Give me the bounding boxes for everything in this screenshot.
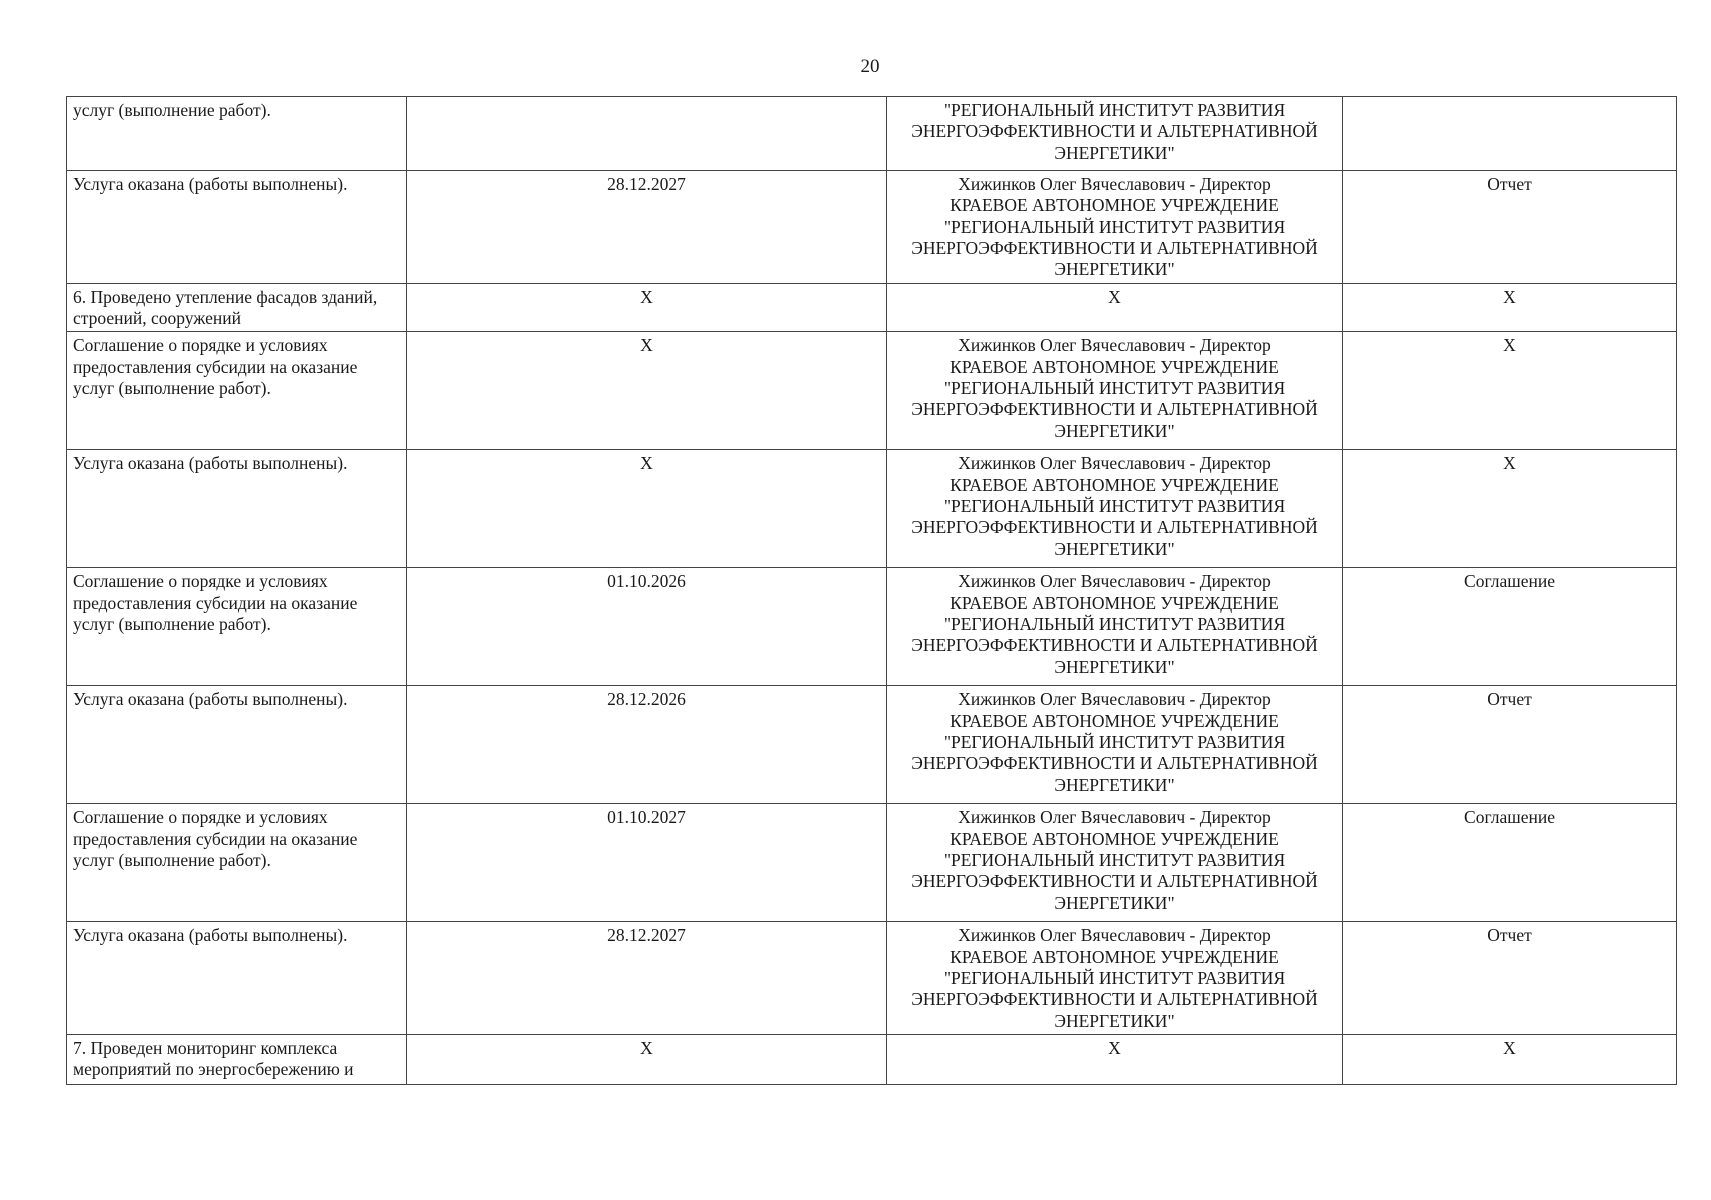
responsible-cell bbox=[887, 283, 1343, 332]
table-row bbox=[67, 1035, 1677, 1085]
responsible-text: "РЕГИОНАЛЬНЫЙ ИНСТИТУТ РАЗВИТИЯ ЭНЕРГОЭФФЕКТИВНОСТИ И АЛЬТЕРНАТИВНОЙ ЭНЕРГЕТИКИ" bbox=[911, 100, 1318, 163]
date-text: X bbox=[640, 1038, 653, 1059]
responsible-cell bbox=[887, 171, 1343, 284]
table-row bbox=[67, 97, 1677, 171]
date-text: X bbox=[640, 453, 653, 474]
document-cell bbox=[1343, 686, 1677, 804]
date-cell bbox=[407, 332, 887, 450]
document-cell bbox=[1343, 283, 1677, 332]
date-cell bbox=[407, 568, 887, 686]
responsible-text: Хижинков Олег Вячеславович - Директор КРАЕВОЕ АВТОНОМНОЕ УЧРЕЖДЕНИЕ "РЕГИОНАЛЬНЫЙ ИНСТИТУТ РАЗВИТИЯ ЭНЕРГОЭФФЕКТИВНОСТИ И АЛЬТЕРНАТИВНОЙ ЭНЕРГЕТИКИ" bbox=[911, 453, 1318, 559]
schedule-table bbox=[66, 96, 1677, 1085]
table-row bbox=[67, 171, 1677, 284]
responsible-cell bbox=[887, 804, 1343, 922]
event-cell bbox=[67, 97, 407, 171]
event-text: Услуга оказана (работы выполнены). bbox=[73, 174, 348, 194]
table-row bbox=[67, 332, 1677, 450]
page-number: 20 bbox=[860, 56, 880, 77]
responsible-text: Хижинков Олег Вячеславович - Директор КРАЕВОЕ АВТОНОМНОЕ УЧРЕЖДЕНИЕ "РЕГИОНАЛЬНЫЙ ИНСТИТУТ РАЗВИТИЯ ЭНЕРГОЭФФЕКТИВНОСТИ И АЛЬТЕРНАТИВНОЙ ЭНЕРГЕТИКИ" bbox=[911, 689, 1318, 795]
responsible-cell bbox=[887, 686, 1343, 804]
event-text: Услуга оказана (работы выполнены). bbox=[73, 925, 348, 946]
date-cell bbox=[407, 450, 887, 568]
document-text: Соглашение bbox=[1464, 807, 1555, 828]
date-text: 28.12.2027 bbox=[607, 174, 686, 194]
date-text: 28.12.2027 bbox=[607, 925, 686, 946]
responsible-text: Хижинков Олег Вячеславович - Директор КРАЕВОЕ АВТОНОМНОЕ УЧРЕЖДЕНИЕ "РЕГИОНАЛЬНЫЙ ИНСТИТУТ РАЗВИТИЯ ЭНЕРГОЭФФЕКТИВНОСТИ И АЛЬТЕРНАТИВНОЙ ЭНЕРГЕТИКИ" bbox=[911, 174, 1318, 280]
document-cell bbox=[1343, 450, 1677, 568]
table-row bbox=[67, 568, 1677, 686]
responsible-text: Хижинков Олег Вячеславович - Директор КРАЕВОЕ АВТОНОМНОЕ УЧРЕЖДЕНИЕ "РЕГИОНАЛЬНЫЙ ИНСТИТУТ РАЗВИТИЯ ЭНЕРГОЭФФЕКТИВНОСТИ И АЛЬТЕРНАТИВНОЙ ЭНЕРГЕТИКИ" bbox=[911, 807, 1318, 913]
event-text: Соглашение о порядке и условиях предоставления субсидии на оказание услуг (выполнение работ). bbox=[73, 571, 358, 635]
date-text: 28.12.2026 bbox=[607, 689, 686, 710]
table-row bbox=[67, 450, 1677, 568]
event-cell bbox=[67, 450, 407, 568]
date-text: X bbox=[640, 286, 653, 307]
table-row bbox=[67, 283, 1677, 332]
date-text: 01.10.2027 bbox=[607, 807, 686, 828]
date-text: X bbox=[640, 335, 653, 356]
document-cell bbox=[1343, 922, 1677, 1035]
document-text: X bbox=[1503, 335, 1516, 356]
event-text: Соглашение о порядке и условиях предоставления субсидии на оказание услуг (выполнение работ). bbox=[73, 807, 358, 871]
event-cell bbox=[67, 171, 407, 284]
responsible-text: Хижинков Олег Вячеславович - Директор КРАЕВОЕ АВТОНОМНОЕ УЧРЕЖДЕНИЕ "РЕГИОНАЛЬНЫЙ ИНСТИТУТ РАЗВИТИЯ ЭНЕРГОЭФФЕКТИВНОСТИ И АЛЬТЕРНАТИВНОЙ ЭНЕРГЕТИКИ" bbox=[911, 571, 1318, 677]
document-text: X bbox=[1503, 286, 1516, 307]
event-text: Соглашение о порядке и условиях предоставления субсидии на оказание услуг (выполнение работ). bbox=[73, 335, 358, 399]
date-cell bbox=[407, 804, 887, 922]
date-cell bbox=[407, 1035, 887, 1085]
document-text: Соглашение bbox=[1464, 571, 1555, 592]
date-cell bbox=[407, 922, 887, 1035]
event-cell bbox=[67, 804, 407, 922]
document-text: X bbox=[1503, 1038, 1516, 1059]
document-cell bbox=[1343, 332, 1677, 450]
document-cell bbox=[1343, 171, 1677, 284]
event-text: услуг (выполнение работ). bbox=[73, 100, 271, 120]
document-text: Отчет bbox=[1487, 174, 1532, 194]
responsible-text: X bbox=[1108, 286, 1121, 307]
responsible-cell bbox=[887, 332, 1343, 450]
event-text: 6. Проведено утепление фасадов зданий, строений, сооружений bbox=[73, 286, 378, 329]
table-row bbox=[67, 804, 1677, 922]
document-cell bbox=[1343, 804, 1677, 922]
responsible-cell bbox=[887, 922, 1343, 1035]
responsible-text: X bbox=[1108, 1038, 1121, 1059]
event-text: 7. Проведен мониторинг комплекса мероприятий по энергосбережению и bbox=[73, 1038, 354, 1080]
table-row bbox=[67, 922, 1677, 1035]
date-text: 01.10.2026 bbox=[607, 571, 686, 592]
table-row bbox=[67, 686, 1677, 804]
document-cell bbox=[1343, 1035, 1677, 1085]
responsible-cell bbox=[887, 450, 1343, 568]
responsible-cell bbox=[887, 1035, 1343, 1085]
event-text: Услуга оказана (работы выполнены). bbox=[73, 453, 348, 474]
document-text: Отчет bbox=[1487, 925, 1532, 946]
event-cell bbox=[67, 332, 407, 450]
date-cell bbox=[407, 686, 887, 804]
event-cell bbox=[67, 1035, 407, 1085]
event-cell bbox=[67, 686, 407, 804]
event-cell bbox=[67, 568, 407, 686]
event-cell bbox=[67, 922, 407, 1035]
event-cell bbox=[67, 283, 407, 332]
date-cell bbox=[407, 97, 887, 171]
document-cell bbox=[1343, 97, 1677, 171]
date-cell bbox=[407, 283, 887, 332]
date-cell bbox=[407, 171, 887, 284]
document-text: Отчет bbox=[1487, 689, 1532, 710]
responsible-cell bbox=[887, 97, 1343, 171]
document-cell bbox=[1343, 568, 1677, 686]
responsible-text: Хижинков Олег Вячеславович - Директор КРАЕВОЕ АВТОНОМНОЕ УЧРЕЖДЕНИЕ "РЕГИОНАЛЬНЫЙ ИНСТИТУТ РАЗВИТИЯ ЭНЕРГОЭФФЕКТИВНОСТИ И АЛЬТЕРНАТИВНОЙ ЭНЕРГЕТИКИ" bbox=[911, 925, 1318, 1031]
responsible-text: Хижинков Олег Вячеславович - Директор КРАЕВОЕ АВТОНОМНОЕ УЧРЕЖДЕНИЕ "РЕГИОНАЛЬНЫЙ ИНСТИТУТ РАЗВИТИЯ ЭНЕРГОЭФФЕКТИВНОСТИ И АЛЬТЕРНАТИВНОЙ ЭНЕРГЕТИКИ" bbox=[911, 335, 1318, 441]
document-text: X bbox=[1503, 453, 1516, 474]
event-text: Услуга оказана (работы выполнены). bbox=[73, 689, 348, 710]
responsible-cell bbox=[887, 568, 1343, 686]
